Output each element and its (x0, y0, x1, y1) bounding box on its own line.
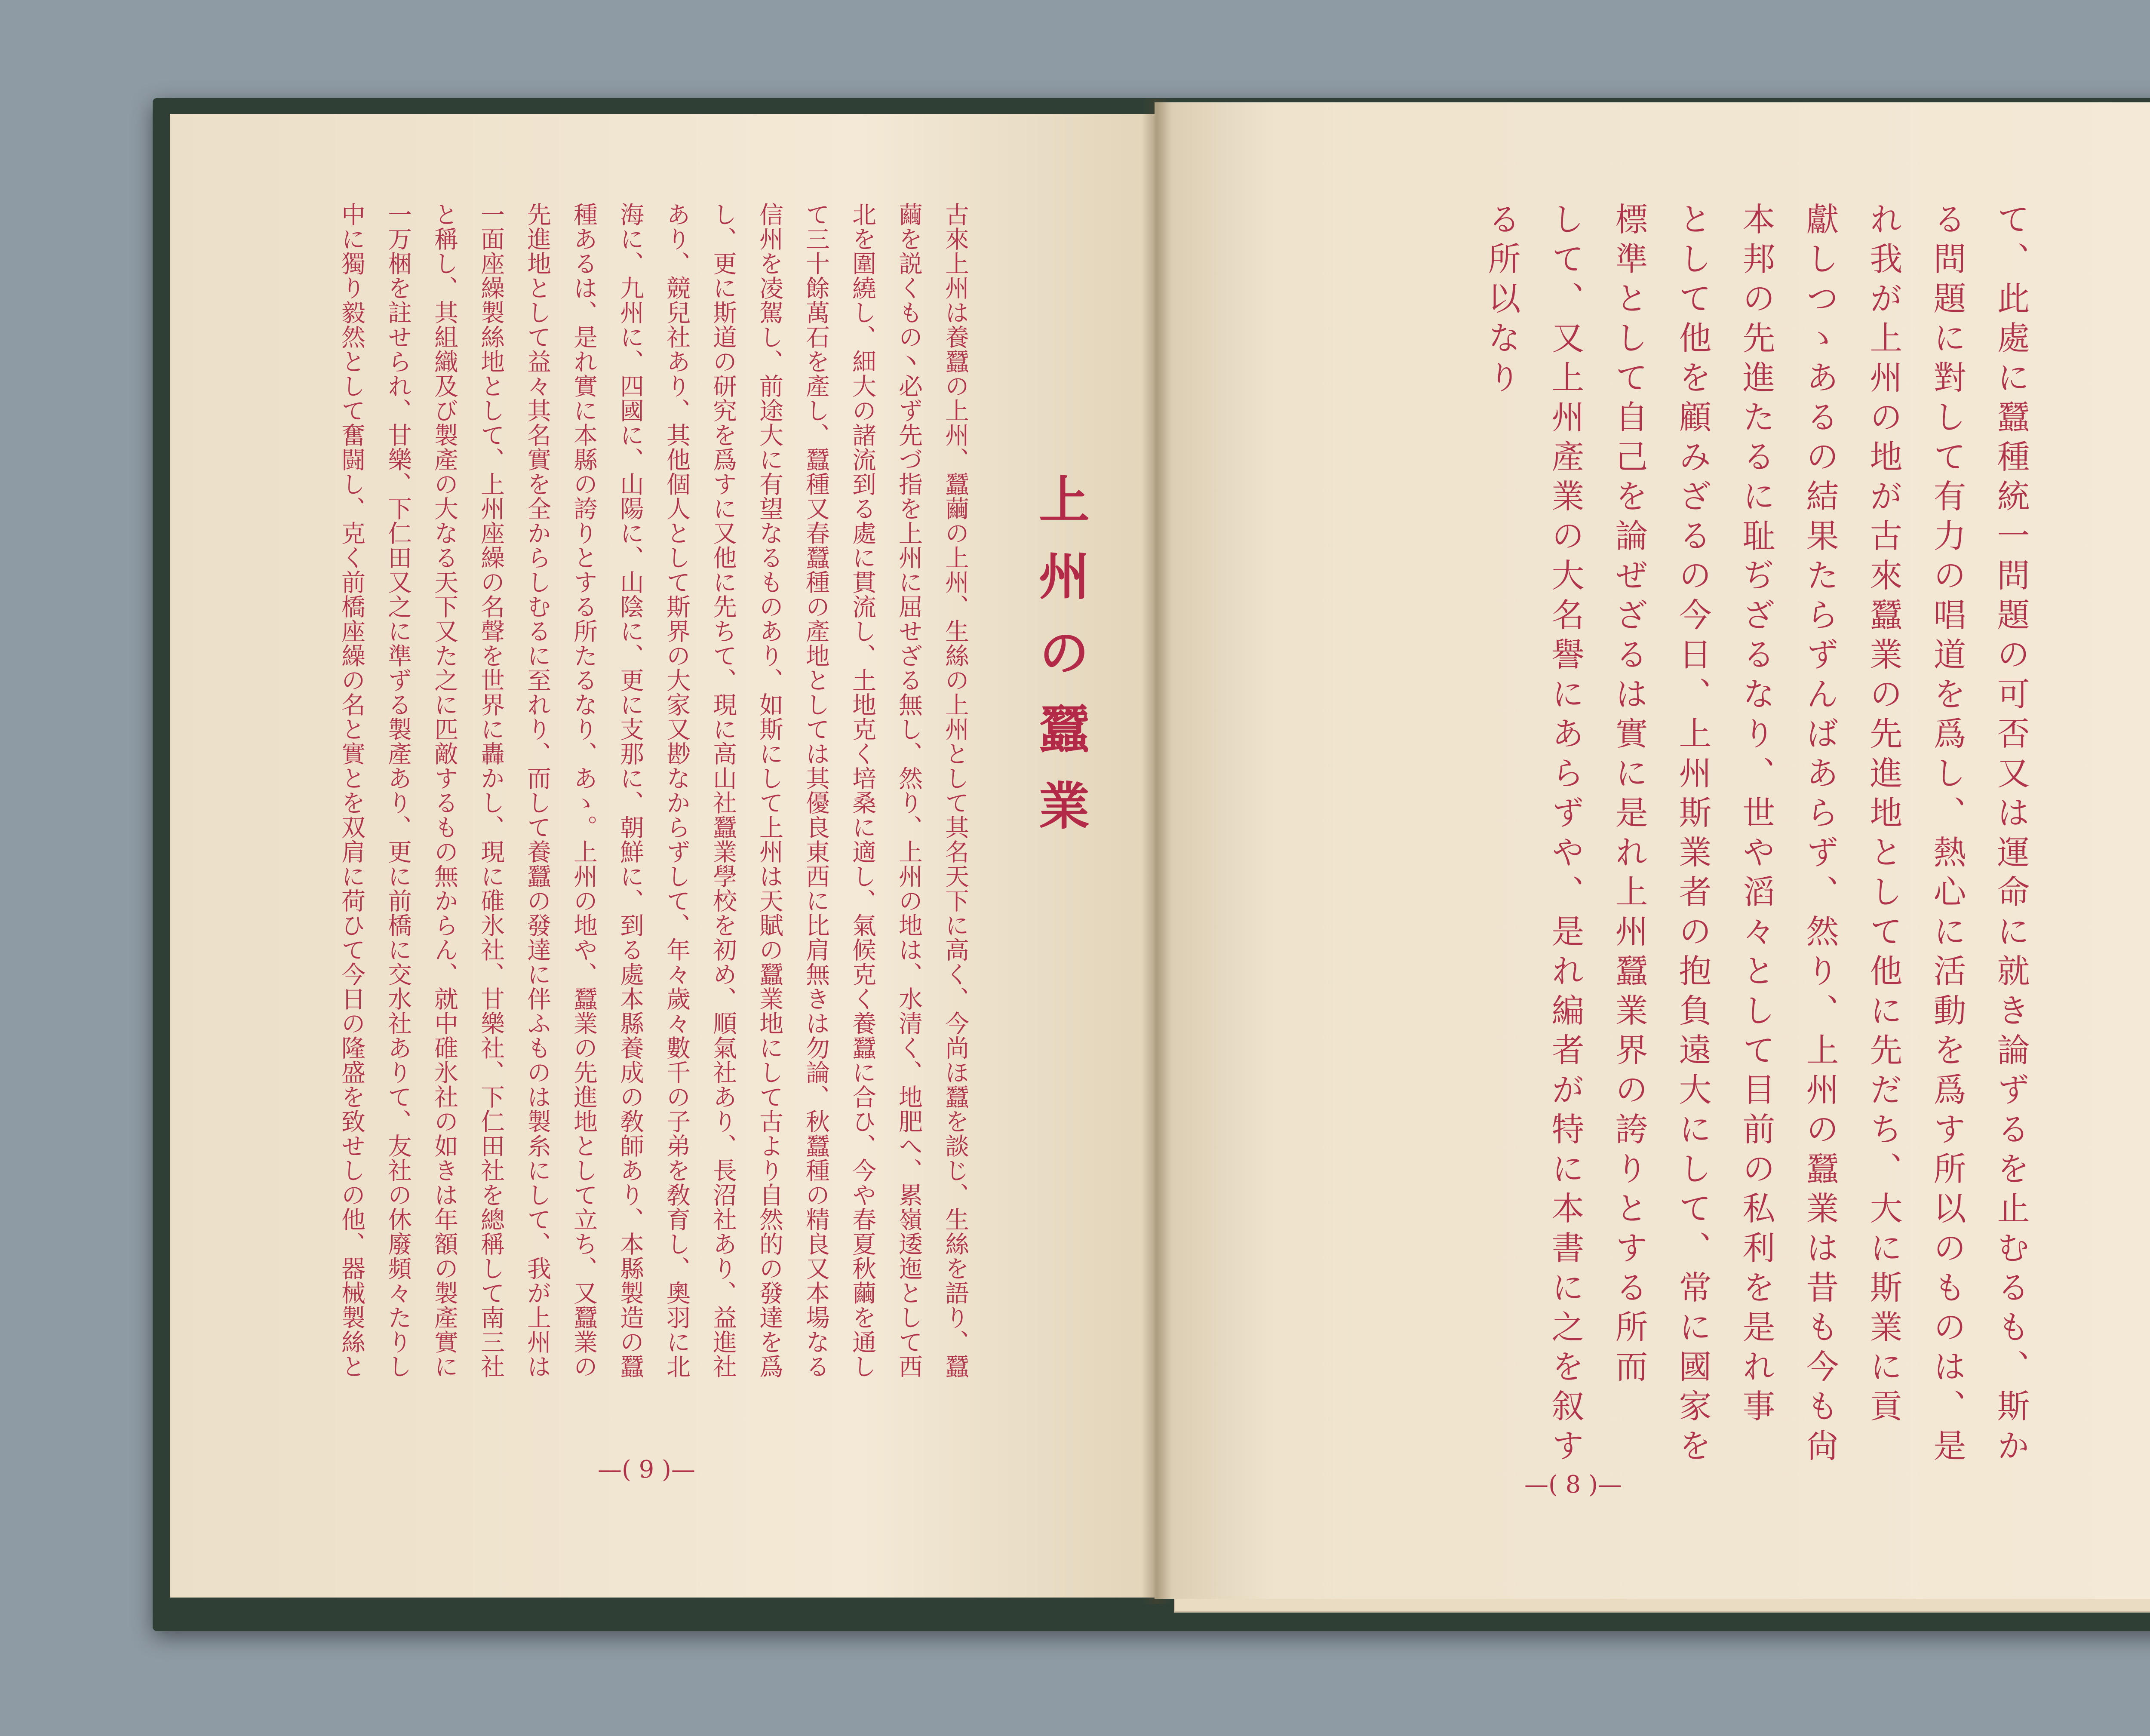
right-page-body: て、此處に蠶種統一問題の可否又は運命に就き論ずるを止むるも、斯か る問題に對して有力の唱道を爲し、熱心に活動を爲す所以のものは、是 れ我が上州の地が古來蠶業の先進地として他に先だち、大に斯業に貢 獻しつゝあるの結果たらずんばあらず、然り、上州の蠶業は昔も今も尙 本邦の先進たるに耻ぢざるなり、世や滔々として目前の私利を是れ事 として他を顧みざるの今日、上州斯業者の抱負遠大にして、常に國家を 標準として自己を論ぜざるは實に是れ上州蠶業界の誇りとする所而 して、又上州產業の大名譽にあらずや、是れ編者が特に本書に之を叙す る所以なり (1483, 202, 2030, 1468)
left-page-number: —( 9 )— (598, 1456, 695, 1484)
left-page-body: 古來上州は養蠶の上州、蠶繭の上州、生絲の上州として其名天下に高く、今尚ほ蠶を談じ、生絲を語り、蠶 繭を説くもの丶必ず先づ指を上州に屈せざる無し、然り、上州の地は、水清く、地肥へ、累嶺逶迤として西 北を圍繞し、細大の諸流到る處に貫流し、土地克く培桑に適し、氣候克く養蠶に合ひ、今や春夏秋繭を通し て三十餘萬石を產し、蠶種又春蠶種の產地としては其優良東西に比肩無きは勿論、秋蠶種の精良又本場なる 信州を凌駕し、前途大に有望なるものあり、如斯にして上州は天賦の蠶業地にして古より自然的の發達を爲 し、更に斯道の研究を爲すに又他に先ちて、現に高山社蠶業學校を初め、順氣社あり、長沼社あり、益進社 あり、競兒社あり、其他個人として斯界の大家又尠なからずして、年々歲々數千の子弟を敎育し、奧羽に北 海に、九州に、四國に、山陽に、山陰に、更に支那に、朝鮮に、到る處本縣養成の敎師あり、本縣製造の蠶 種あるは、是れ實に本縣の誇りとする所たるなり、あゝ。上州の地や、蠶業の先進地として立ち、又蠶業の 先進地として益々其名實を全からしむるに至れり、而して養蠶の發達に伴ふものは製糸にして、我が上州は 一面座繰製絲地として、上州座繰の名聲を世界に轟かし、現に碓氷社、甘樂社、下仁田社を總稱して南三社 と稱し、其組織及び製產の大なる天下又た之に匹敵するもの無からん、就中碓氷社の如きは年額の製產實に 一万梱を註せられ、甘樂、下仁田又之に準ずる製產あり、更に前橋に交水社ありて、友社の休廢頻々たりし 中に獨り毅然として奮闘し、克く前橋座繰の名と實とを双肩に荷ひて今日の隆盛を致せしの他、器械製絲と (338, 202, 969, 1379)
right-page-number: —( 8 )— (1524, 1471, 1622, 1499)
book-gutter (1142, 99, 1172, 1604)
chapter-title: 上州の蠶業 (1030, 473, 1090, 856)
